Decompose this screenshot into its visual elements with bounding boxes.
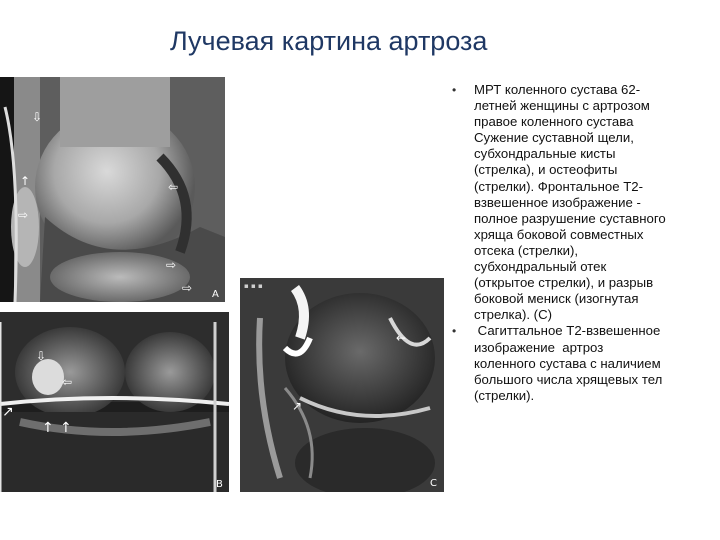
text-line: стрелка). (С) [474, 307, 552, 323]
text-line: большого числа хрящевых тел [474, 371, 663, 387]
text-line: взвешенное изображение - [474, 194, 641, 210]
text-line: (стрелки). Фронтальное Т2- [474, 178, 643, 194]
text-line: изображение артроз [474, 339, 604, 355]
svg-text:⇨: ⇨ [18, 208, 29, 222]
svg-text:↑: ↑ [42, 420, 54, 436]
text-line: субхондральный отек [474, 259, 607, 275]
text-line: отсека (стрелки), [474, 242, 579, 258]
svg-text:⇦: ⇦ [62, 375, 73, 389]
text-line: хряща боковой совместных [474, 226, 644, 242]
bullet-icon: • [452, 324, 457, 339]
svg-text:⇨: ⇨ [166, 258, 177, 272]
mri-sagittal-t2-image [240, 278, 444, 492]
svg-text:↗: ↗ [292, 399, 303, 413]
image-label-c: C [430, 478, 437, 489]
text-line: (стрелки). [474, 387, 535, 403]
description-paragraph [474, 82, 714, 323]
text-line: Сагиттальное Т2-взвешенное [474, 323, 661, 339]
mri-sagittal-knee-image [0, 77, 225, 302]
svg-text:⇩: ⇩ [36, 349, 47, 363]
svg-text:↗: ↗ [2, 404, 14, 420]
text-line: полное разрушение суставного [474, 210, 666, 226]
svg-text:←: ← [396, 331, 407, 345]
text-line: Сужение суставной щели, [474, 130, 634, 146]
description-paragraph [474, 323, 714, 403]
svg-text:↑: ↑ [20, 174, 31, 188]
svg-text:↑: ↑ [60, 420, 72, 436]
text-line: МРТ коленного сустава 62- [474, 82, 641, 97]
svg-text:⇦: ⇦ [168, 180, 179, 194]
mri-coronal-knee-image [0, 312, 229, 492]
svg-text:⇩: ⇩ [32, 110, 43, 124]
svg-text:▪ ▪ ▪: ▪ ▪ ▪ [244, 282, 263, 290]
text-line: боковой мениск (изогнутая [474, 291, 639, 307]
text-line: коленного сустава с наличием [474, 355, 661, 371]
description-list [452, 82, 714, 404]
text-line: летней женщины с артрозом [474, 98, 650, 114]
description-item-coronal [452, 82, 714, 323]
description-item-sagittal [452, 323, 714, 403]
text-line: (стрелка), и остеофиты [474, 162, 618, 178]
image-label-b: B [216, 479, 223, 490]
slide-title: Лучевая картина артроза [170, 26, 488, 56]
text-line: правое коленного сустава [474, 114, 634, 130]
bullet-icon: • [452, 83, 457, 97]
image-label-a: A [212, 289, 219, 300]
text-line: (открытое стрелки), и разрыв [474, 275, 654, 291]
text-line: субхондральные кисты [474, 146, 616, 162]
svg-text:⇨: ⇨ [182, 281, 193, 295]
